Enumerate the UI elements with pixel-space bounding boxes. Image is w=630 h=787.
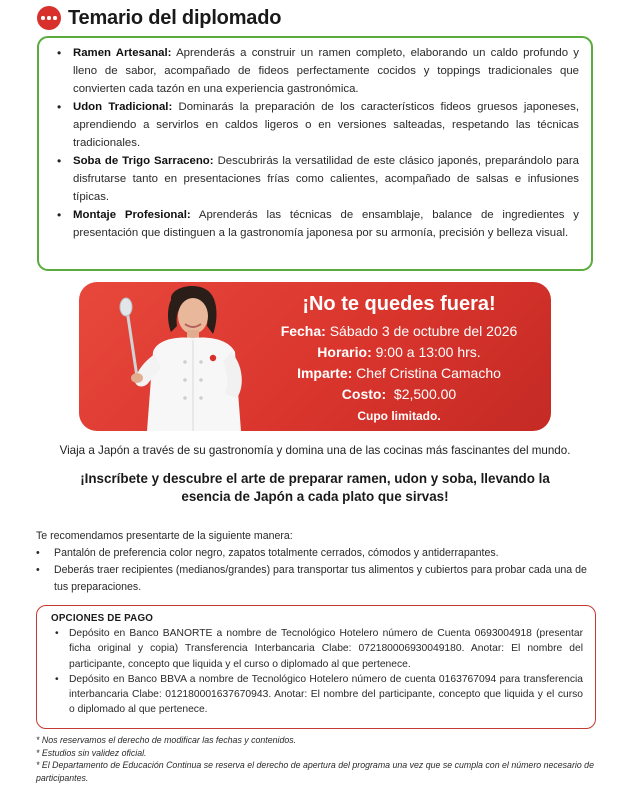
travel-tagline: Viaja a Japón a través de su gastronomía y domina una de las cocinas más fascinantes del mundo. bbox=[59, 444, 571, 457]
promo-date-value: Sábado 3 de octubre del 2026 bbox=[325, 323, 518, 339]
promo-banner bbox=[79, 282, 551, 431]
footnotes bbox=[36, 734, 596, 784]
section-title: Temario del diplomado bbox=[68, 6, 282, 29]
call-to-action bbox=[40, 470, 590, 506]
cta-line-1: ¡Inscríbete y descubre el arte de preparar ramen, udon y soba, llevando la bbox=[80, 471, 550, 486]
footnote: * Nos reservamos el derecho de modificar las fechas y contenidos. bbox=[36, 735, 297, 745]
promo-details bbox=[254, 290, 544, 426]
payment-item-banorte: • Depósito en Banco BANORTE a nombre de Tecnológico Hotelero número de Cuenta 0693004918 (presentar ficha original y copia) Transferencia Interbancaria Clabe: 072180006930049180. Anotar: El nombre del participante, concepto que liquida y el curso o diplomado al que pertenece. bbox=[51, 626, 583, 672]
syllabus-item-ramen bbox=[55, 44, 579, 98]
footnote: * El Departamento de Educación Continua se reserva el derecho de apertura del programa una vez que se cumpla con el número necesario de participantes. bbox=[36, 760, 594, 783]
promo-schedule bbox=[254, 342, 544, 363]
recommendations-intro: Te recomendamos presentarte de la siguiente manera: bbox=[36, 530, 293, 542]
syllabus-item-text: Aprenderás las técnicas de ensamblaje, balance de ingredientes y presentación que distinguen a la gastronomía japonesa por su armonía, precisión y belleza visual. bbox=[73, 209, 579, 239]
syllabus-box bbox=[37, 36, 593, 271]
syllabus-item-title: Montaje Profesional: bbox=[73, 209, 191, 221]
promo-limited: Cupo limitado. bbox=[357, 409, 441, 423]
syllabus-item-title: Udon Tradicional: bbox=[73, 101, 173, 113]
syllabus-item-montaje bbox=[55, 206, 579, 242]
syllabus-item-text: Dominarás la preparación de los característicos fideos gruesos japoneses, aprendiendo a servirlos en caldos ligeros o en versiones salteadas, respetando las técnicas tradicionales. bbox=[73, 101, 579, 149]
recommendation-item: • Pantalón de preferencia color negro, zapatos totalmente cerrados, cómodos y antiderrapantes. bbox=[36, 545, 596, 562]
more-dots-icon bbox=[37, 6, 61, 30]
footnote: * Estudios sin validez oficial. bbox=[36, 747, 147, 758]
syllabus-item-title: Soba de Trigo Sarraceno: bbox=[73, 155, 214, 167]
syllabus-list bbox=[55, 44, 579, 242]
promo-schedule-label: Horario: bbox=[317, 344, 372, 360]
syllabus-item-text: Aprenderás a construir un ramen completo, elaborando un caldo profundo y lleno de sabor, acompañado de fideos perfectamente cocidos y toppings tradicionales que convierten cada tazón en una experiencia gastronómica. bbox=[73, 47, 579, 95]
promo-schedule-value: 9:00 a 13:00 hrs. bbox=[371, 344, 481, 360]
syllabus-item-title: Ramen Artesanal: bbox=[73, 47, 172, 59]
promo-cost-value: $2,500.00 bbox=[386, 386, 457, 402]
promo-instructor-label: Imparte: bbox=[297, 365, 353, 381]
recommendations-list bbox=[36, 545, 596, 596]
promo-instructor-value: Chef Cristina Camacho bbox=[352, 365, 501, 381]
cta-line-2: esencia de Japón a cada plato que sirvas! bbox=[181, 489, 449, 504]
promo-cost-label: Costo: bbox=[341, 386, 387, 402]
payment-title: OPCIONES DE PAGO bbox=[51, 613, 154, 624]
payment-item-bbva: • Depósito en Banco BBVA a nombre de Tecnológico Hotelero número de cuenta 0163767094 para transferencia interbancaria Clabe: 012180001637670943. Anotar: El nombre del participante, concepto que liquida y el curso o diplomado al que pertenece. bbox=[51, 672, 583, 718]
recommendation-item: • Deberás traer recipientes (medianos/grandes) para transportar tus alimentos y cubiertos para probar cada una de tus preparaciones. bbox=[36, 562, 596, 596]
syllabus-item-soba bbox=[55, 152, 579, 206]
section-header bbox=[37, 6, 281, 30]
payment-list bbox=[51, 626, 583, 718]
syllabus-item-text: Descubrirás la versatilidad de este clásico japonés, preparándolo para disfrutarse tanto en presentaciones frías como calientes, acompañado de salsas e infusiones típicas. bbox=[73, 155, 579, 203]
promo-instructor bbox=[254, 363, 544, 384]
promo-date bbox=[254, 321, 544, 342]
syllabus-item-udon bbox=[55, 98, 579, 152]
promo-title: ¡No te quedes fuera! bbox=[302, 293, 496, 315]
promo-date-label: Fecha: bbox=[280, 323, 326, 339]
payment-options-box bbox=[36, 605, 596, 729]
promo-cost bbox=[254, 384, 544, 405]
